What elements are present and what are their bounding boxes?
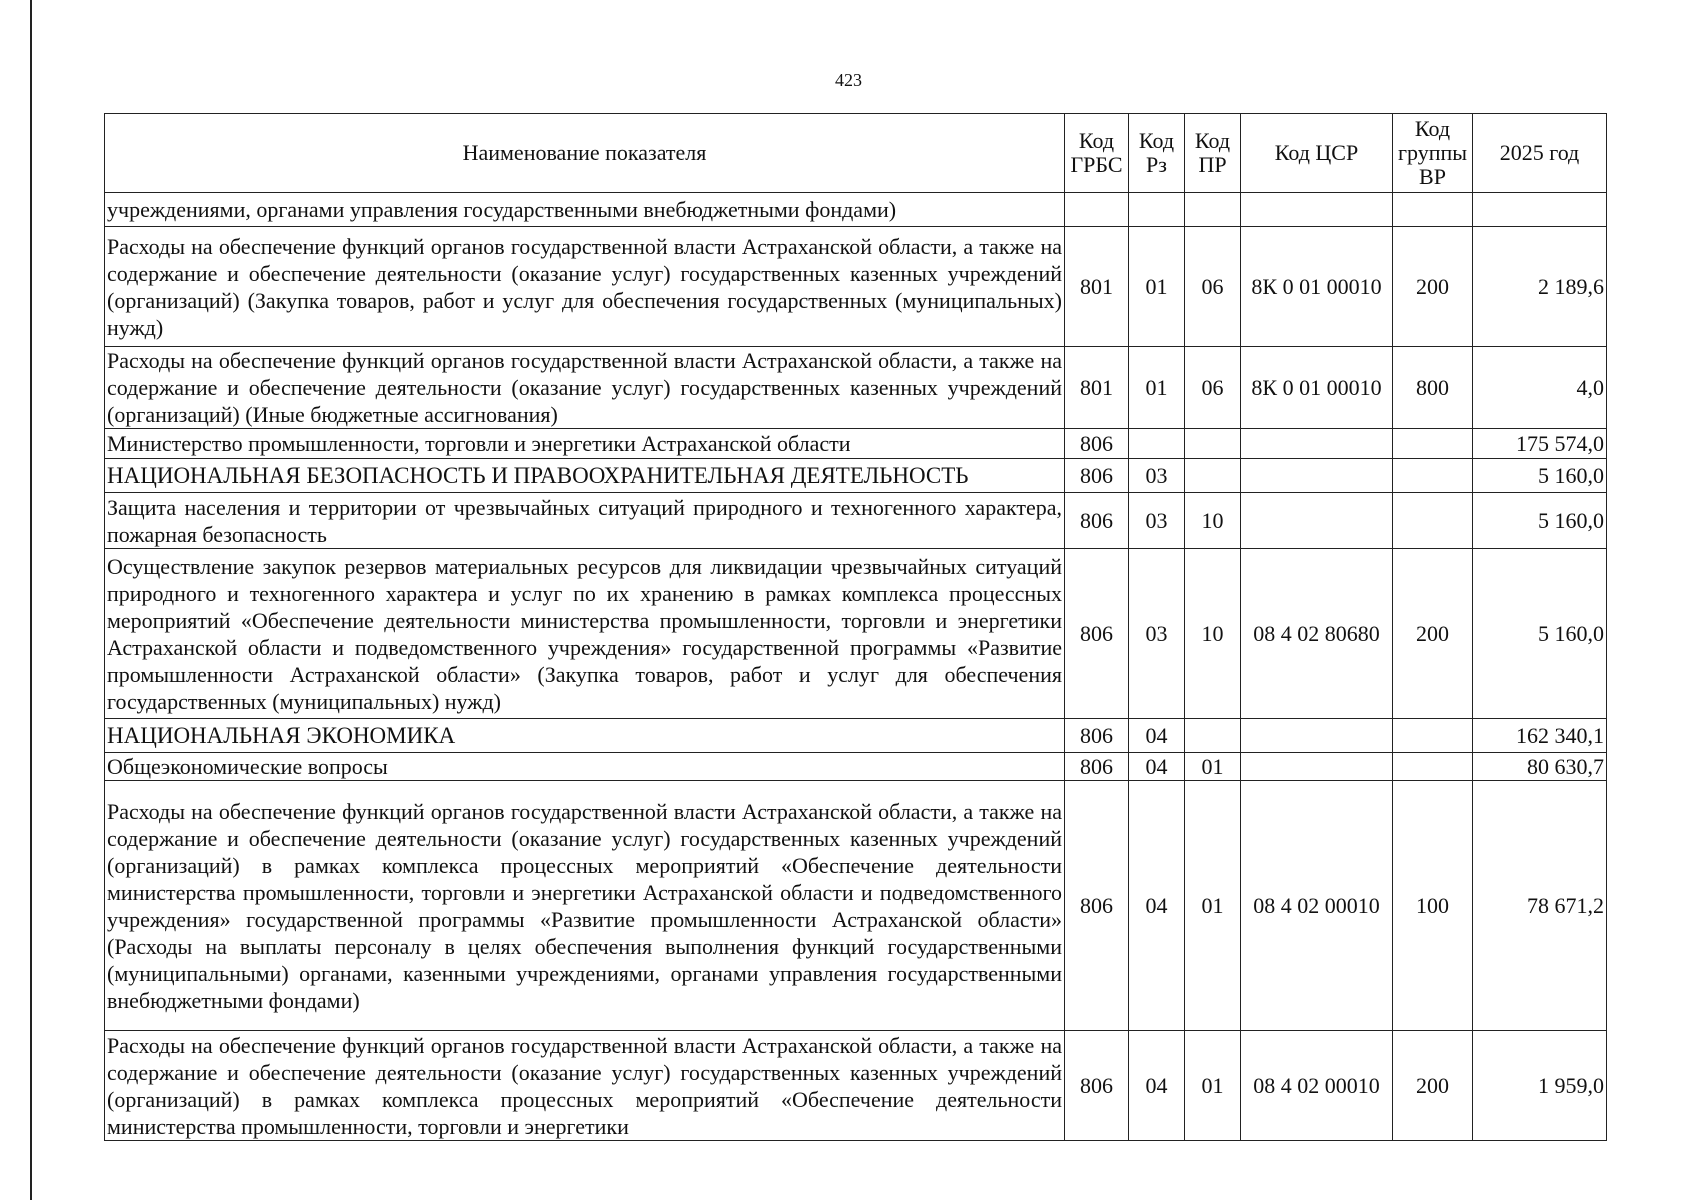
row-pr: 01 bbox=[1185, 781, 1241, 1031]
row-name: Расходы на обеспечение функций органов государственной власти Астраханской области, а также на содержание и обеспечение деятельности (оказание услуг) государственных казенных учреждений (организаций) (Иные бюджетные ассигнования) bbox=[105, 347, 1065, 429]
row-grbs: 806 bbox=[1065, 429, 1129, 459]
row-rz bbox=[1129, 429, 1185, 459]
row-grbs bbox=[1065, 193, 1129, 227]
row-rz: 03 bbox=[1129, 459, 1185, 493]
row-rz: 04 bbox=[1129, 719, 1185, 753]
row-pr: 06 bbox=[1185, 227, 1241, 347]
header-csr: Код ЦСР bbox=[1241, 114, 1393, 193]
header-vr: Код группы ВР bbox=[1393, 114, 1473, 193]
row-amount: 4,0 bbox=[1473, 347, 1607, 429]
table-row bbox=[105, 227, 1607, 347]
row-rz: 04 bbox=[1129, 753, 1185, 781]
header-pr: Код ПР bbox=[1185, 114, 1241, 193]
row-amount: 162 340,1 bbox=[1473, 719, 1607, 753]
row-grbs: 806 bbox=[1065, 493, 1129, 549]
table-row bbox=[105, 549, 1607, 719]
table-row bbox=[105, 459, 1607, 493]
row-csr: 08 4 02 00010 bbox=[1241, 781, 1393, 1031]
header-rz: Код Рз bbox=[1129, 114, 1185, 193]
row-pr bbox=[1185, 459, 1241, 493]
binding-margin-line bbox=[30, 0, 32, 1200]
budget-table bbox=[104, 113, 1607, 1141]
row-amount: 175 574,0 bbox=[1473, 429, 1607, 459]
row-csr: 08 4 02 00010 bbox=[1241, 1031, 1393, 1141]
row-grbs: 806 bbox=[1065, 459, 1129, 493]
header-grbs: Код ГРБС bbox=[1065, 114, 1129, 193]
row-csr bbox=[1241, 193, 1393, 227]
row-name: Министерство промышленности, торговли и энергетики Астраханской области bbox=[105, 429, 1065, 459]
row-pr bbox=[1185, 719, 1241, 753]
row-csr bbox=[1241, 493, 1393, 549]
row-vr bbox=[1393, 459, 1473, 493]
row-name: НАЦИОНАЛЬНАЯ ЭКОНОМИКА bbox=[105, 719, 1065, 753]
row-vr: 800 bbox=[1393, 347, 1473, 429]
row-name: Общеэкономические вопросы bbox=[105, 753, 1065, 781]
row-vr bbox=[1393, 719, 1473, 753]
row-grbs: 801 bbox=[1065, 227, 1129, 347]
row-grbs: 801 bbox=[1065, 347, 1129, 429]
row-name: НАЦИОНАЛЬНАЯ БЕЗОПАСНОСТЬ И ПРАВООХРАНИТЕЛЬНАЯ ДЕЯТЕЛЬНОСТЬ bbox=[105, 459, 1065, 493]
row-amount: 1 959,0 bbox=[1473, 1031, 1607, 1141]
row-amount: 5 160,0 bbox=[1473, 493, 1607, 549]
row-name: Расходы на обеспечение функций органов государственной власти Астраханской области, а также на содержание и обеспечение деятельности (оказание услуг) государственных казенных учреждений (организаций) в рамках комплекса процессных мероприятий «Обеспечение деятельности министерства промышленности, торговли и энергетики bbox=[105, 1031, 1065, 1141]
row-grbs: 806 bbox=[1065, 719, 1129, 753]
row-pr: 10 bbox=[1185, 493, 1241, 549]
row-csr: 08 4 02 80680 bbox=[1241, 549, 1393, 719]
table-row bbox=[105, 719, 1607, 753]
row-name: Расходы на обеспечение функций органов государственной власти Астраханской области, а также на содержание и обеспечение деятельности (оказание услуг) государственных казенных учреждений (организаций) (Закупка товаров, работ и услуг для обеспечения государственных (муниципальных) нужд) bbox=[105, 227, 1065, 347]
row-csr bbox=[1241, 719, 1393, 753]
row-pr: 06 bbox=[1185, 347, 1241, 429]
table-row bbox=[105, 193, 1607, 227]
row-vr bbox=[1393, 753, 1473, 781]
row-csr bbox=[1241, 429, 1393, 459]
table-row bbox=[105, 781, 1607, 1031]
row-vr: 200 bbox=[1393, 1031, 1473, 1141]
row-csr: 8К 0 01 00010 bbox=[1241, 347, 1393, 429]
page-number: 423 bbox=[835, 70, 862, 90]
row-csr: 8К 0 01 00010 bbox=[1241, 227, 1393, 347]
row-amount: 80 630,7 bbox=[1473, 753, 1607, 781]
row-name: Расходы на обеспечение функций органов государственной власти Астраханской области, а также на содержание и обеспечение деятельности (оказание услуг) государственных казенных учреждений (организаций) в рамках комплекса процессных мероприятий «Обеспечение деятельности министерства промышленности, торговли и энергетики Астраханской области и подведомственного учреждения» государственной программы «Развитие промышленности Астраханской области» (Расходы на выплаты персоналу в целях обеспечения выполнения функций государственными (муниципальными) органами, казенными учреждениями, органами управления государственными внебюджетными фондами) bbox=[105, 781, 1065, 1031]
row-grbs: 806 bbox=[1065, 781, 1129, 1031]
row-pr bbox=[1185, 193, 1241, 227]
row-rz bbox=[1129, 193, 1185, 227]
row-pr: 01 bbox=[1185, 753, 1241, 781]
row-vr: 200 bbox=[1393, 227, 1473, 347]
row-rz: 04 bbox=[1129, 781, 1185, 1031]
row-vr bbox=[1393, 193, 1473, 227]
row-name: Защита населения и территории от чрезвычайных ситуаций природного и техногенного характера, пожарная безопасность bbox=[105, 493, 1065, 549]
row-name: Осуществление закупок резервов материальных ресурсов для ликвидации чрезвычайных ситуаций природного и техногенного характера и услуг по их хранению в рамках комплекса процессных мероприятий «Обеспечение деятельности министерства промышленности, торговли и энергетики Астраханской области и подведомственного учреждения» государственной программы «Развитие промышленности Астраханской области» (Закупка товаров, работ и услуг для обеспечения государственных (муниципальных) нужд) bbox=[105, 549, 1065, 719]
table-row bbox=[105, 347, 1607, 429]
header-year: 2025 год bbox=[1473, 114, 1607, 193]
table-row bbox=[105, 493, 1607, 549]
row-rz: 01 bbox=[1129, 227, 1185, 347]
row-rz: 03 bbox=[1129, 549, 1185, 719]
row-amount: 5 160,0 bbox=[1473, 459, 1607, 493]
row-vr bbox=[1393, 493, 1473, 549]
row-grbs: 806 bbox=[1065, 753, 1129, 781]
row-pr: 10 bbox=[1185, 549, 1241, 719]
row-csr bbox=[1241, 753, 1393, 781]
row-amount: 2 189,6 bbox=[1473, 227, 1607, 347]
row-csr bbox=[1241, 459, 1393, 493]
row-vr: 100 bbox=[1393, 781, 1473, 1031]
table-row bbox=[105, 1031, 1607, 1141]
row-amount: 5 160,0 bbox=[1473, 549, 1607, 719]
row-rz: 03 bbox=[1129, 493, 1185, 549]
table-header-row bbox=[105, 114, 1607, 193]
row-pr bbox=[1185, 429, 1241, 459]
table-row bbox=[105, 429, 1607, 459]
row-pr: 01 bbox=[1185, 1031, 1241, 1141]
row-grbs: 806 bbox=[1065, 1031, 1129, 1141]
row-grbs: 806 bbox=[1065, 549, 1129, 719]
row-vr bbox=[1393, 429, 1473, 459]
row-rz: 01 bbox=[1129, 347, 1185, 429]
table-row bbox=[105, 753, 1607, 781]
row-name: учреждениями, органами управления государственными внебюджетными фондами) bbox=[105, 193, 1065, 227]
row-amount bbox=[1473, 193, 1607, 227]
row-vr: 200 bbox=[1393, 549, 1473, 719]
header-name: Наименование показателя bbox=[105, 114, 1065, 193]
row-rz: 04 bbox=[1129, 1031, 1185, 1141]
row-amount: 78 671,2 bbox=[1473, 781, 1607, 1031]
